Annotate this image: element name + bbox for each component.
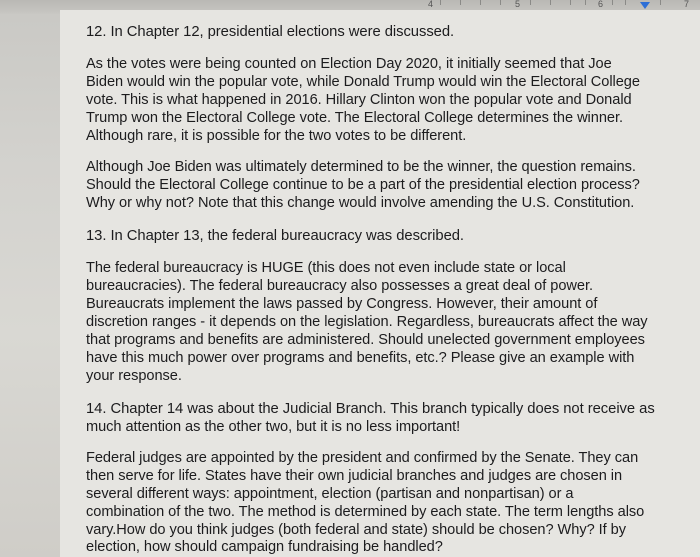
paragraph-line: then serve for life. States have their own judicial branches and judges are chosen in: [86, 468, 623, 484]
ruler-tick: [440, 0, 441, 5]
paragraph-line: your response.: [86, 368, 182, 384]
ruler-tick: [585, 0, 586, 5]
paragraph-line: Should the Electoral College continue to be a part of the presidential election process?: [86, 177, 640, 193]
paragraph-line: discretion ranges - it depends on the legislation. Regardless, bureaucrats affect the way: [86, 314, 648, 330]
paragraph-line: vote. This is what happened in 2016. Hillary Clinton won the popular vote and Donald: [86, 92, 632, 108]
question-13-heading: 13. In Chapter 13, the federal bureaucracy was described.: [86, 228, 464, 244]
paragraph-line: As the votes were being counted on Election Day 2020, it initially seemed that Joe: [86, 56, 612, 72]
question-14-heading: 14. Chapter 14 was about the Judicial Branch. This branch typically does not receive as: [86, 401, 655, 417]
ruler-label-5: 5: [515, 0, 521, 9]
ruler-tick: [500, 0, 501, 5]
paragraph-line: that programs and benefits are administered. Should unelected government employees: [86, 332, 645, 348]
ruler-tick: [625, 0, 626, 5]
paragraph-line: Although Joe Biden was ultimately determined to be the winner, the question remains.: [86, 159, 636, 175]
paragraph-line: much attention as the other two, but it is no less important!: [86, 419, 461, 435]
paragraph-line: several different ways: appointment, election (partisan and nonpartisan) or a: [86, 486, 574, 502]
ruler-label-4: 4: [428, 0, 434, 9]
ruler-tick: [460, 0, 461, 5]
question-12-heading: 12. In Chapter 12, presidential elections were discussed.: [86, 24, 455, 40]
ruler-tick: [550, 0, 551, 5]
paragraph-line: The federal bureaucracy is HUGE (this does not even include state or local: [86, 260, 566, 276]
ruler-label-7: 7: [684, 0, 690, 9]
tab-stop-marker-icon[interactable]: [640, 2, 650, 9]
ruler-tick: [480, 0, 481, 5]
paragraph-line: Although rare, it is possible for the two votes to be different.: [86, 128, 467, 144]
paragraph-line: combination of the two. The method is determined by each state. The term lengths also: [86, 504, 645, 520]
ruler-tick: [660, 0, 661, 5]
paragraph-line: Why or why not? Note that this change would involve amending the U.S. Constitution.: [86, 195, 635, 211]
paragraph-line: Biden would win the popular vote, while Donald Trump would win the Electoral College: [86, 74, 640, 90]
ruler-tick: [530, 0, 531, 5]
paragraph-line: Bureaucrats implement the laws passed by Congress. However, their amount of: [86, 296, 598, 312]
paragraph-line: Federal judges are appointed by the president and confirmed by the Senate. They can: [86, 450, 639, 466]
paragraph-line: bureaucracies). The federal bureaucracy also possesses a great deal of power.: [86, 278, 593, 294]
paragraph-line: election, how should campaign fundraising be handled?: [86, 539, 443, 555]
ruler-label-6: 6: [598, 0, 604, 9]
paragraph-line: Trump won the Electoral College vote. The Electoral College determines the winner.: [86, 110, 623, 126]
paragraph-line: have this much power over programs and benefits, etc.? Please give an example with: [86, 350, 635, 366]
paragraph-line: vary.How do you think judges (both federal and state) should be chosen? Why? If by: [86, 522, 626, 538]
ruler-tick: [570, 0, 571, 5]
ruler-tick: [612, 0, 613, 5]
